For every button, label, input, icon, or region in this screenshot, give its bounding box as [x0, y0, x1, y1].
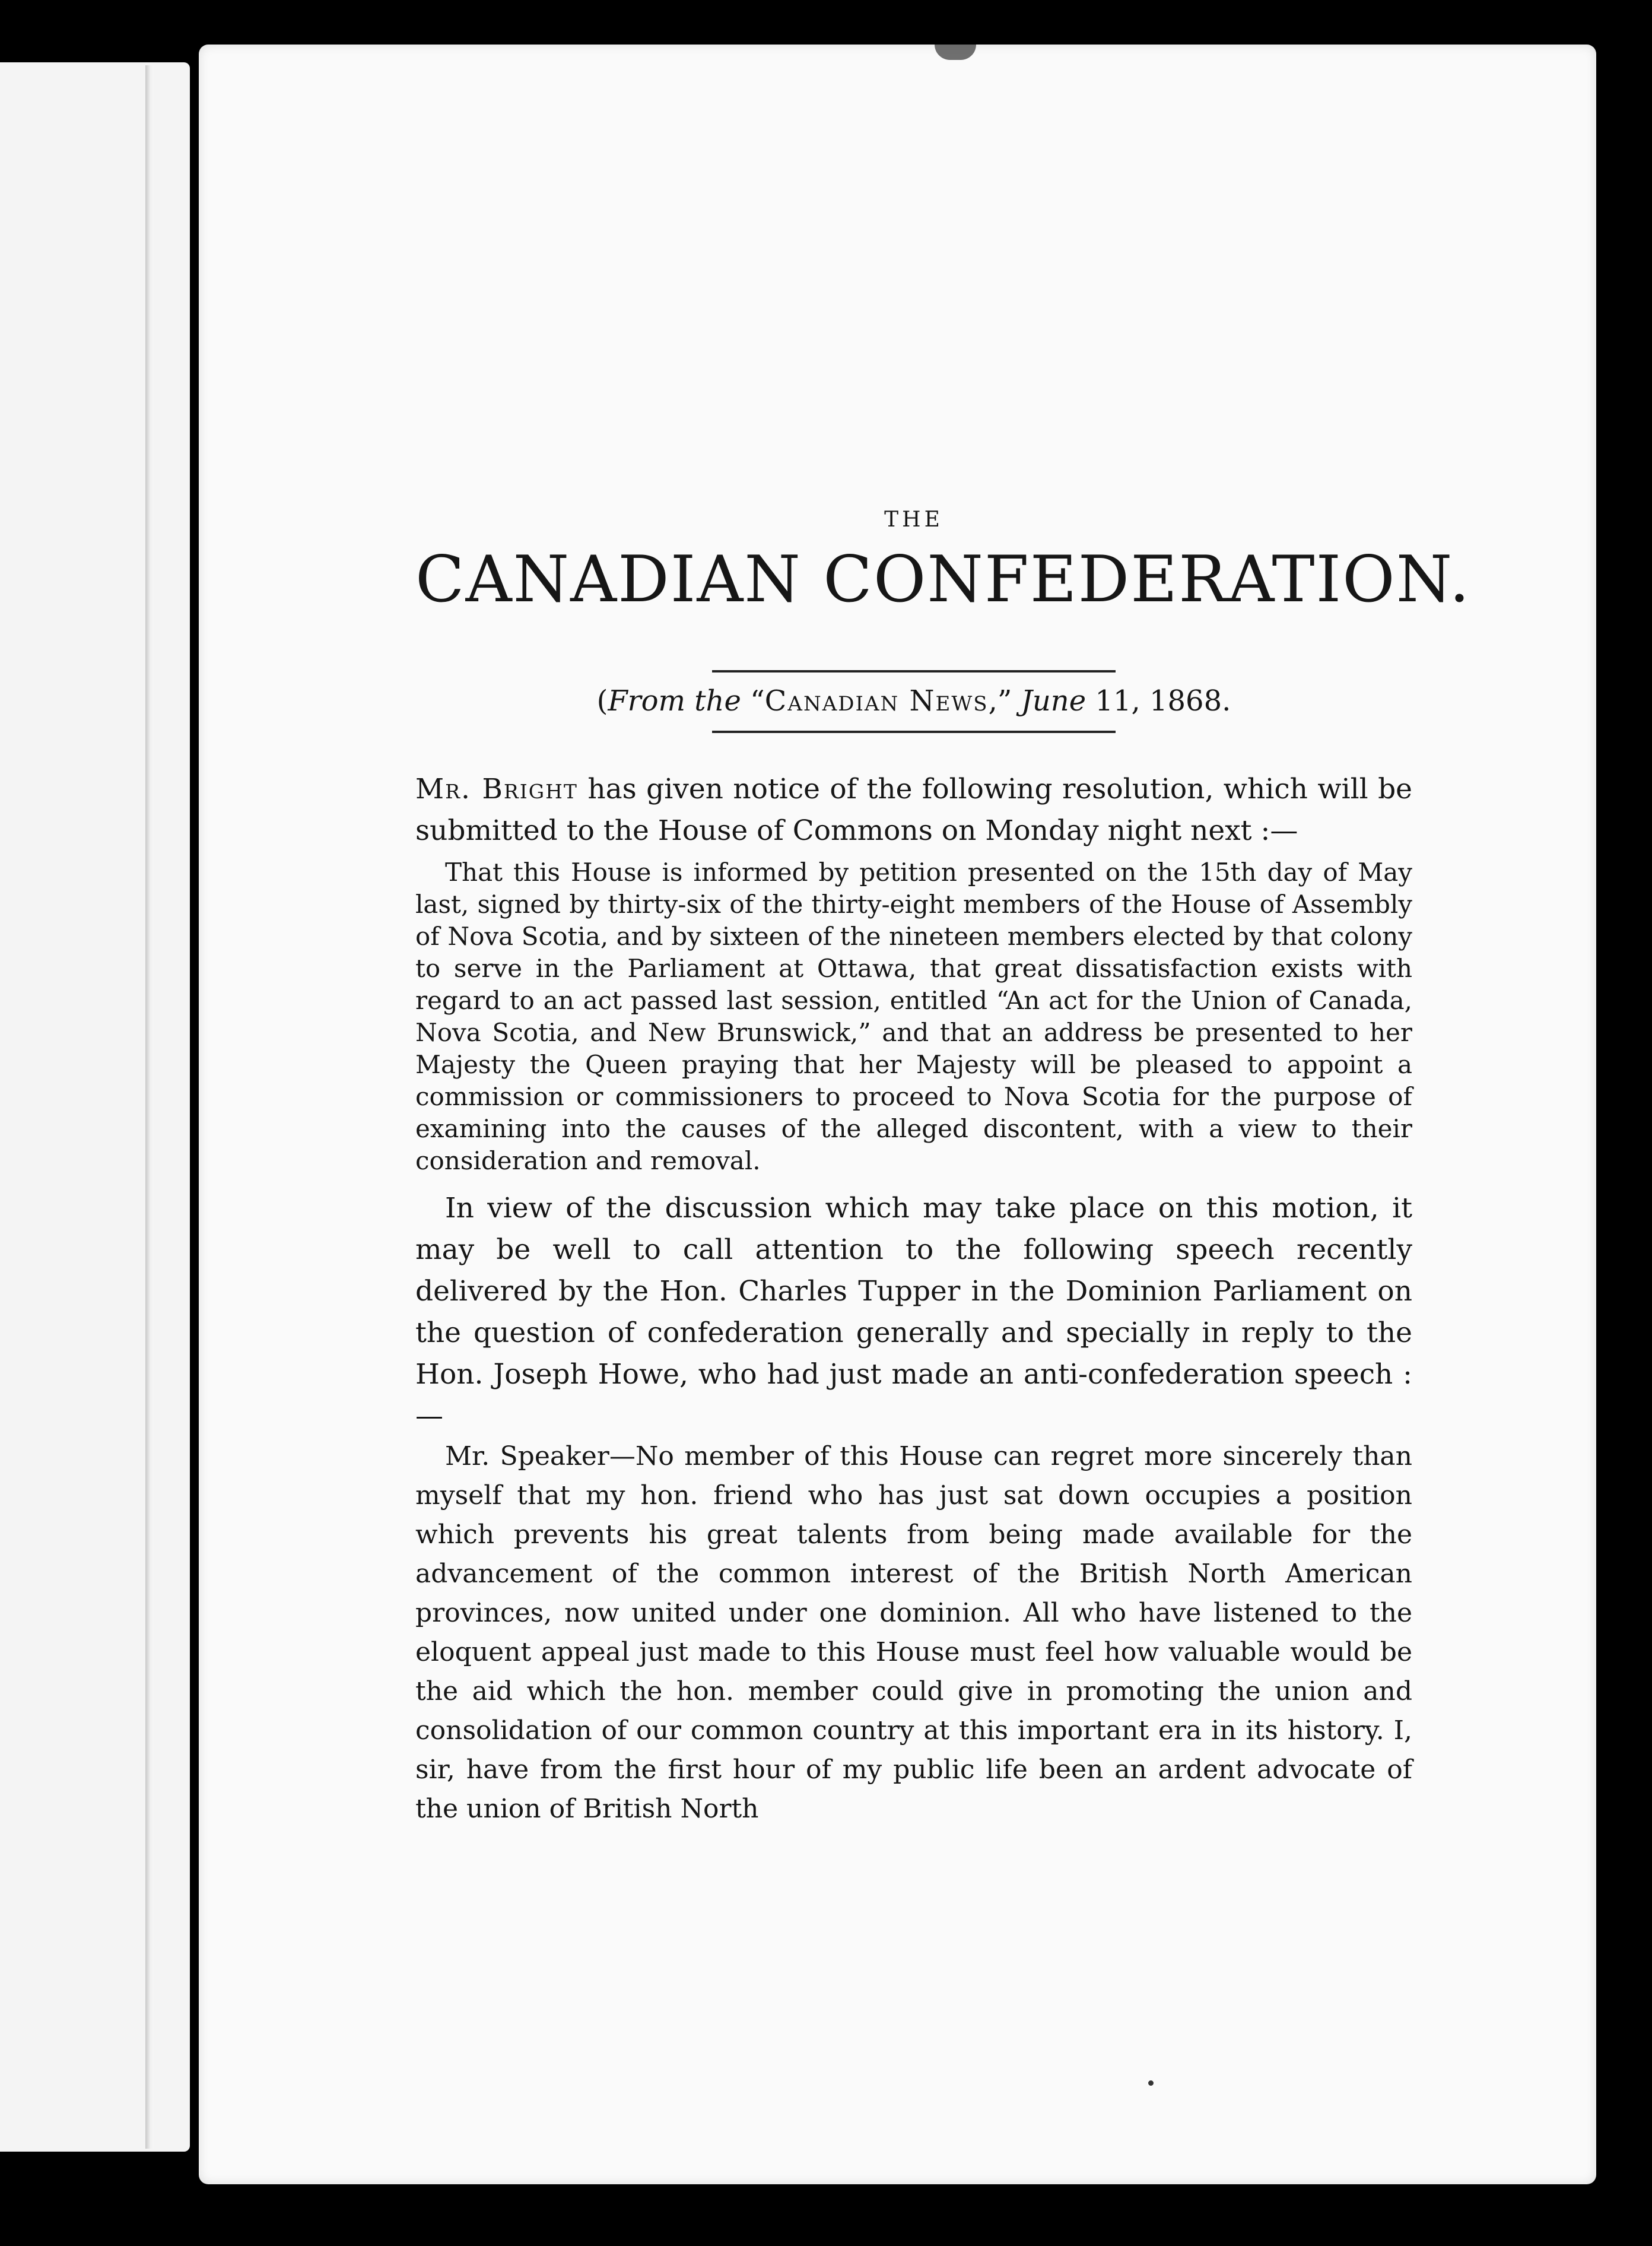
page-fold-shadow — [145, 65, 154, 2149]
speech-paragraph: Mr. Speaker—No member of this House can regret more sincerely than myself that my hon. friend who has just sat down occupies a position which prevents his great talents from being made available for the advancement of the common interest of the British North American provinces, now united under one dominion. All who have listened to the eloquent appeal just made to this House must feel how valuable would be the aid which the hon. member could give in promoting the union and consolidation of our common country at this important era in its history. I, sir, have from the first hour of my public life been an ardent advocate of the union of British North — [415, 1441, 1412, 1824]
source-citation — [415, 684, 1412, 718]
source-date: 11, 1868. — [1086, 684, 1231, 718]
intro-text: has given notice of the following resolution, which will be submitted to the House of Commons on Monday night next :— — [415, 773, 1412, 847]
context-paragraph: In view of the discussion which may take place on this motion, it may be well to call attention to the following speech recently delivered by the Hon. Charles Tupper in the Dominion Parliament on the question of confederation generally and specially in reply to the Hon. Joseph Howe, who had just made an anti-confederation speech :— — [415, 1192, 1412, 1432]
intro-paragraph — [415, 769, 1412, 852]
source-publication: Canadian News — [764, 684, 989, 718]
source-open-paren: ( — [596, 684, 608, 718]
source-month: June — [1021, 684, 1086, 718]
intro-lead: Mr. Bright — [415, 773, 578, 805]
source-quote-open: “ — [741, 684, 765, 718]
title-article: THE — [884, 507, 943, 532]
previous-page-edge — [0, 62, 190, 2152]
page-title: CANADIAN CONFEDERATION. — [415, 543, 1471, 617]
ink-speck — [1148, 2080, 1154, 2086]
document-page — [199, 45, 1596, 2184]
source-from: From the — [608, 684, 741, 718]
page-top-mark — [935, 45, 976, 60]
top-rule — [712, 670, 1116, 672]
bottom-rule — [712, 731, 1116, 733]
page-content — [415, 460, 1471, 1829]
resolution-paragraph: That this House is informed by petition presented on the 15th day of May last, signed by thirty-six of the thirty-eight members of the House of Assembly of Nova Scotia, and by sixteen of the nineteen members elected by that colony to serve in the Parliament at Ottawa, that great dissatisfaction exists with regard to an act passed last session, entitled “An act for the Union of Canada, Nova Scotia, and New Brunswick,” and that an address be presented to her Majesty the Queen praying that her Majesty will be pleased to appoint a commission or commissioners to proceed to Nova Scotia for the purpose of examining into the causes of the alleged discontent, with a view to their consideration and removal. — [415, 858, 1412, 1175]
source-quote-close: ,” — [988, 684, 1021, 718]
